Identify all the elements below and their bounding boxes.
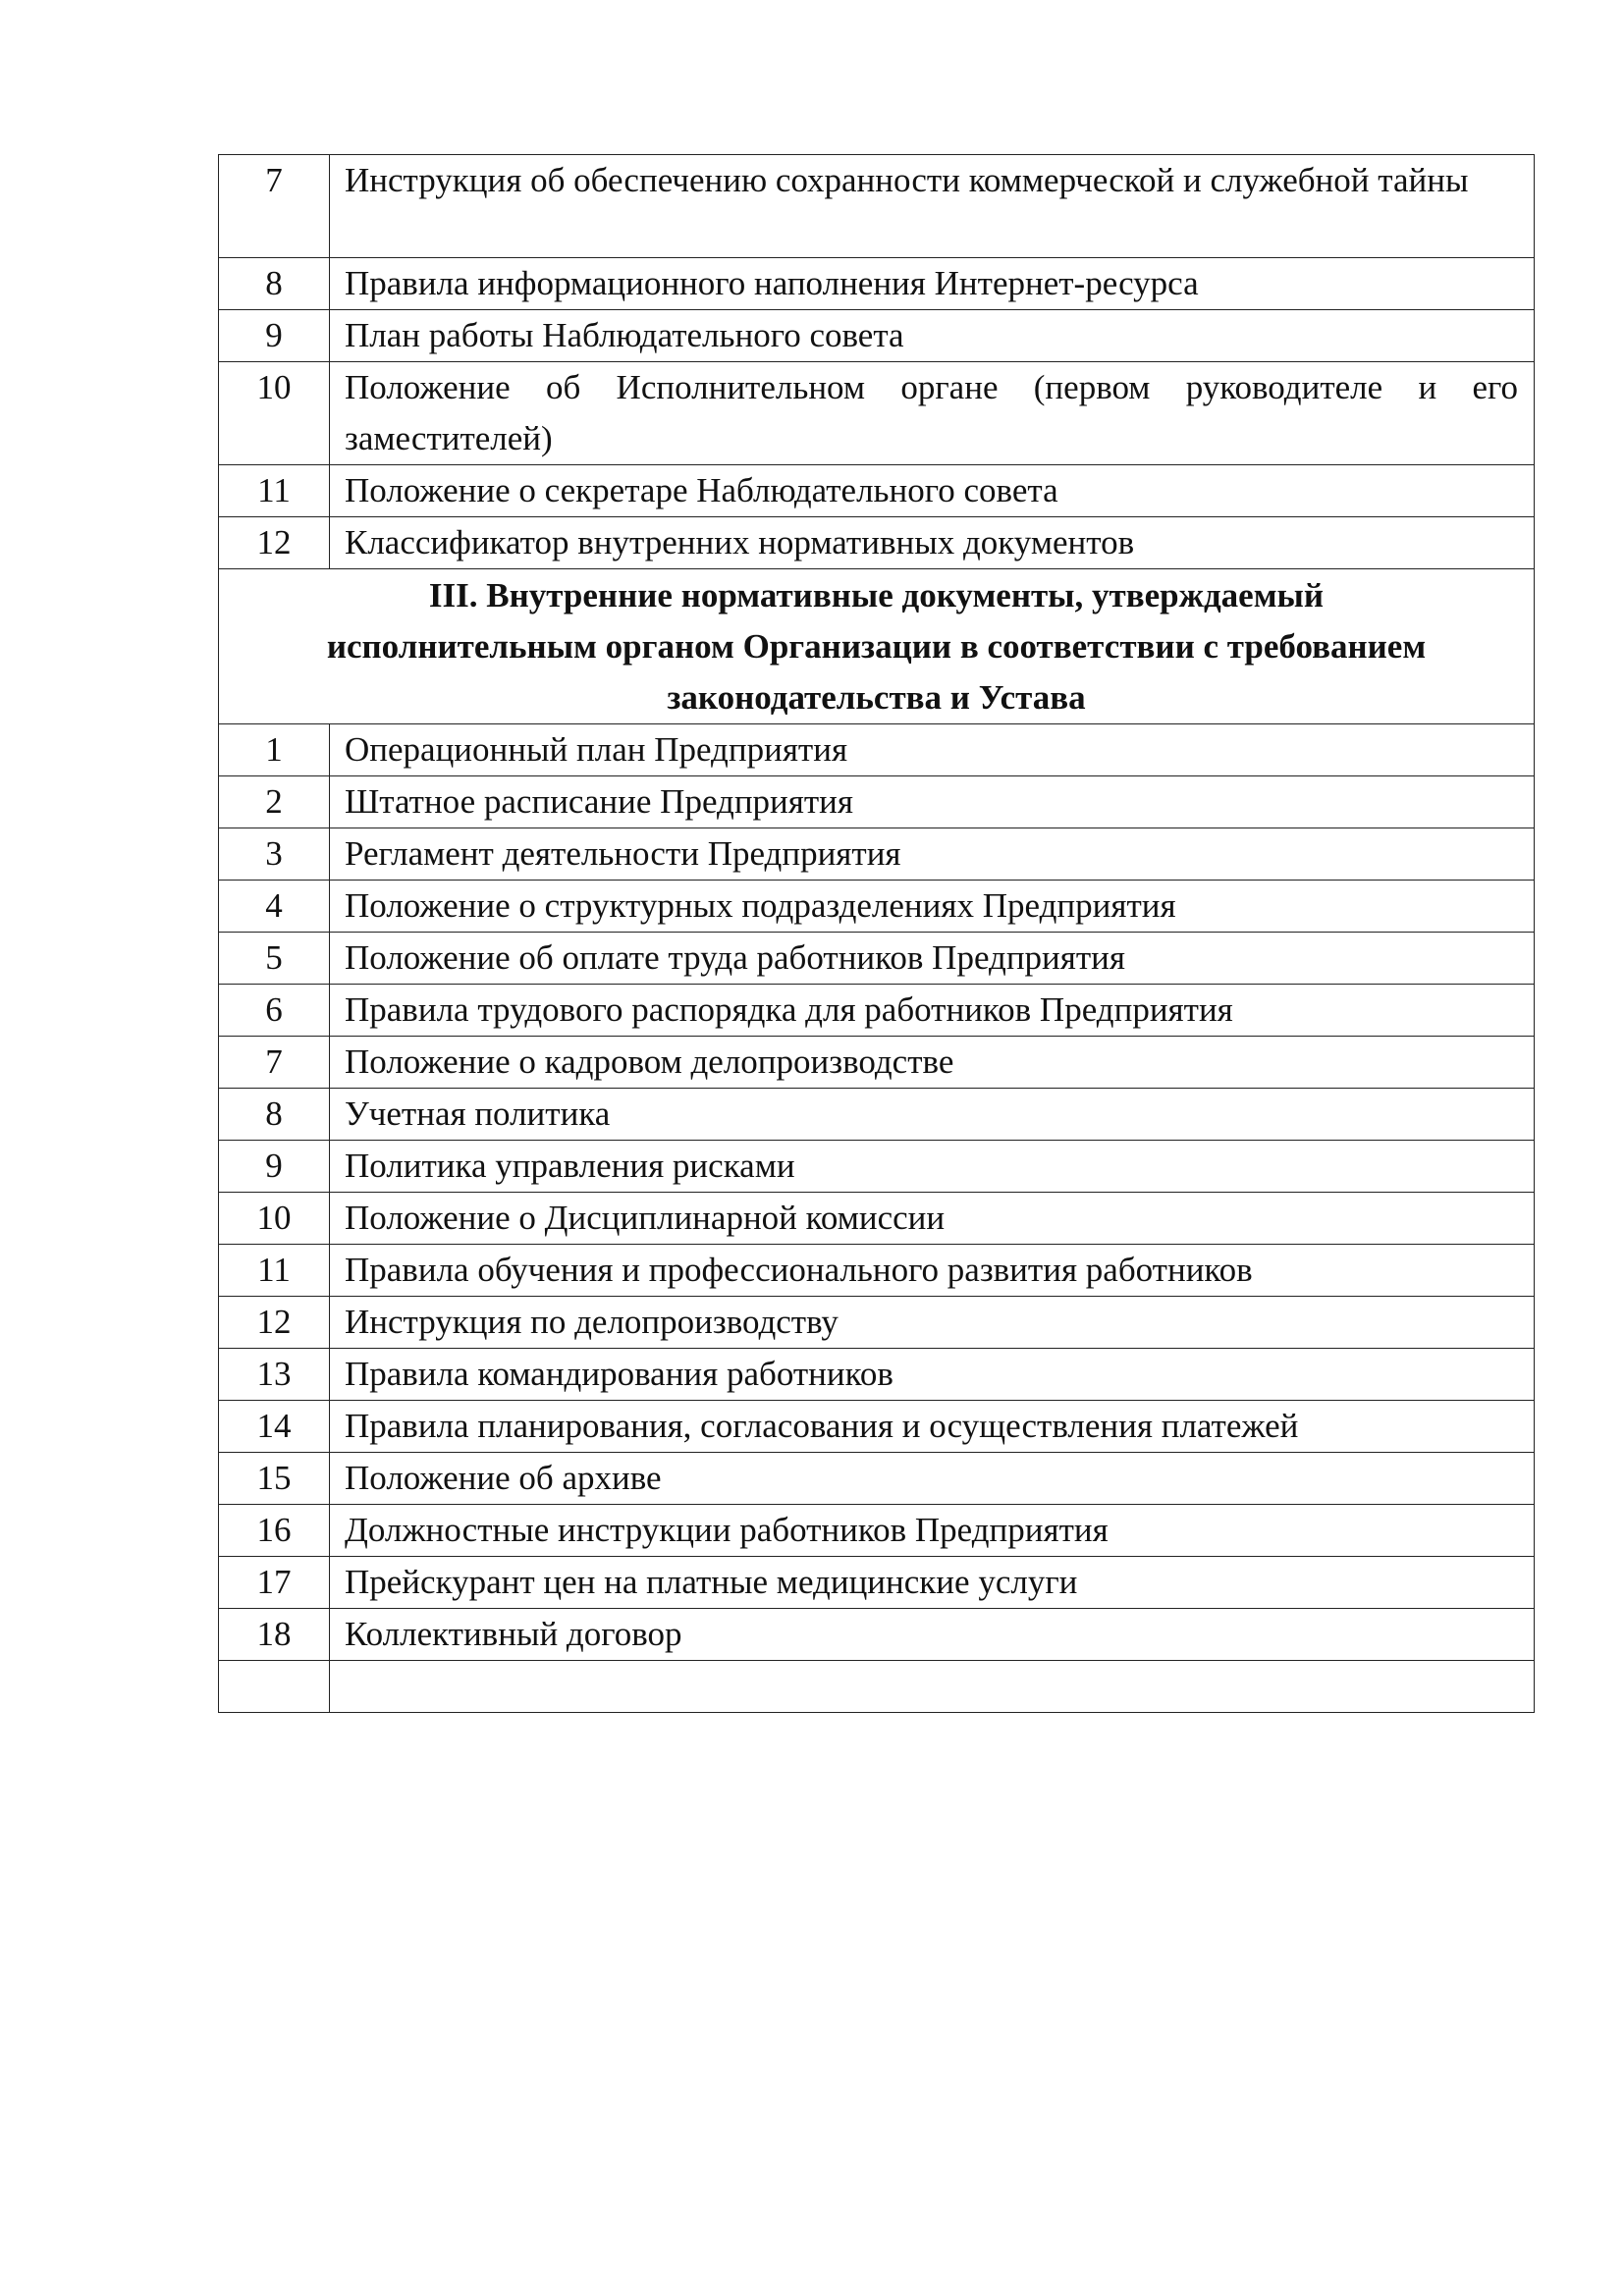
row-document-title: Положение о структурных подразделениях Предприятия [330,881,1535,933]
table-row [219,1557,1535,1609]
row-number: 7 [219,1037,330,1089]
row-document-title: Положение о Дисциплинарной комиссии [330,1193,1535,1245]
row-number: 4 [219,881,330,933]
row-number: 11 [219,465,330,517]
row-number: 2 [219,776,330,828]
row-document-title: Классификатор внутренних нормативных документов [330,517,1535,569]
table-row [219,1037,1535,1089]
row-document-title: Должностные инструкции работников Предприятия [330,1505,1535,1557]
row-number: 17 [219,1557,330,1609]
row-document-title: Правила обучения и профессионального развития работников [330,1245,1535,1297]
row-document-title: Правила командирования работников [330,1349,1535,1401]
empty-text-cell [330,1661,1535,1713]
row-document-title: План работы Наблюдательного совета [330,310,1535,362]
table-row [219,1453,1535,1505]
section-heading-line: III. Внутренние нормативные документы, утверждаемый [428,576,1325,614]
empty-number-cell [219,1661,330,1713]
table-row [219,1609,1535,1661]
section-heading-line: исполнительным органом Организации в соответствии с требованием [326,627,1427,666]
table-row [219,1297,1535,1349]
empty-table-row [219,1661,1535,1713]
row-document-title: Правила трудового распорядка для работников Предприятия [330,985,1535,1037]
table-row [219,724,1535,776]
row-number: 9 [219,1141,330,1193]
row-document-title: Учетная политика [330,1089,1535,1141]
row-number: 10 [219,1193,330,1245]
row-number: 15 [219,1453,330,1505]
row-number: 10 [219,362,330,465]
table-row [219,1401,1535,1453]
row-document-title: Операционный план Предприятия [330,724,1535,776]
row-document-title: Правила планирования, согласования и осуществления платежей [330,1401,1535,1453]
row-number: 7 [219,155,330,258]
table-row [219,517,1535,569]
table-row [219,828,1535,881]
row-document-title: Прейскурант цен на платные медицинские услуги [330,1557,1535,1609]
row-number: 12 [219,1297,330,1349]
row-document-title: Положение о кадровом делопроизводстве [330,1037,1535,1089]
documents-table [218,154,1535,1713]
row-number: 14 [219,1401,330,1453]
row-document-title: Положение об оплате труда работников Предприятия [330,933,1535,985]
table-row [219,310,1535,362]
row-number: 16 [219,1505,330,1557]
row-number: 8 [219,1089,330,1141]
row-document-title: Положение об Исполнительном органе (первом руководителе и его заместителей) [330,362,1535,465]
table-row [219,985,1535,1037]
row-document-title: Штатное расписание Предприятия [330,776,1535,828]
table-row [219,1089,1535,1141]
row-number: 9 [219,310,330,362]
row-document-title: Политика управления рисками [330,1141,1535,1193]
row-document-title: Регламент деятельности Предприятия [330,828,1535,881]
row-document-title: Коллективный договор [330,1609,1535,1661]
table-row [219,362,1535,465]
row-document-title: Инструкция по делопроизводству [330,1297,1535,1349]
section-header-row [219,569,1535,724]
row-number: 13 [219,1349,330,1401]
table-row [219,155,1535,258]
table-row [219,933,1535,985]
row-number: 12 [219,517,330,569]
row-number: 3 [219,828,330,881]
row-document-title: Положение об архиве [330,1453,1535,1505]
row-number: 6 [219,985,330,1037]
table-row [219,881,1535,933]
row-document-title: Положение о секретаре Наблюдательного совета [330,465,1535,517]
row-number: 11 [219,1245,330,1297]
row-number: 18 [219,1609,330,1661]
row-document-title: Инструкция об обеспечению сохранности коммерческой и служебной тайны [330,155,1535,258]
table-row [219,1349,1535,1401]
table-row [219,258,1535,310]
row-document-title: Правила информационного наполнения Интернет-ресурса [330,258,1535,310]
table-row [219,1505,1535,1557]
table-row [219,1245,1535,1297]
table-row [219,1193,1535,1245]
table-row [219,465,1535,517]
row-number: 5 [219,933,330,985]
section-heading [219,569,1535,724]
section-heading-line: законодательства и Устава [667,678,1086,717]
table-row [219,776,1535,828]
table-row [219,1141,1535,1193]
row-number: 1 [219,724,330,776]
row-number: 8 [219,258,330,310]
